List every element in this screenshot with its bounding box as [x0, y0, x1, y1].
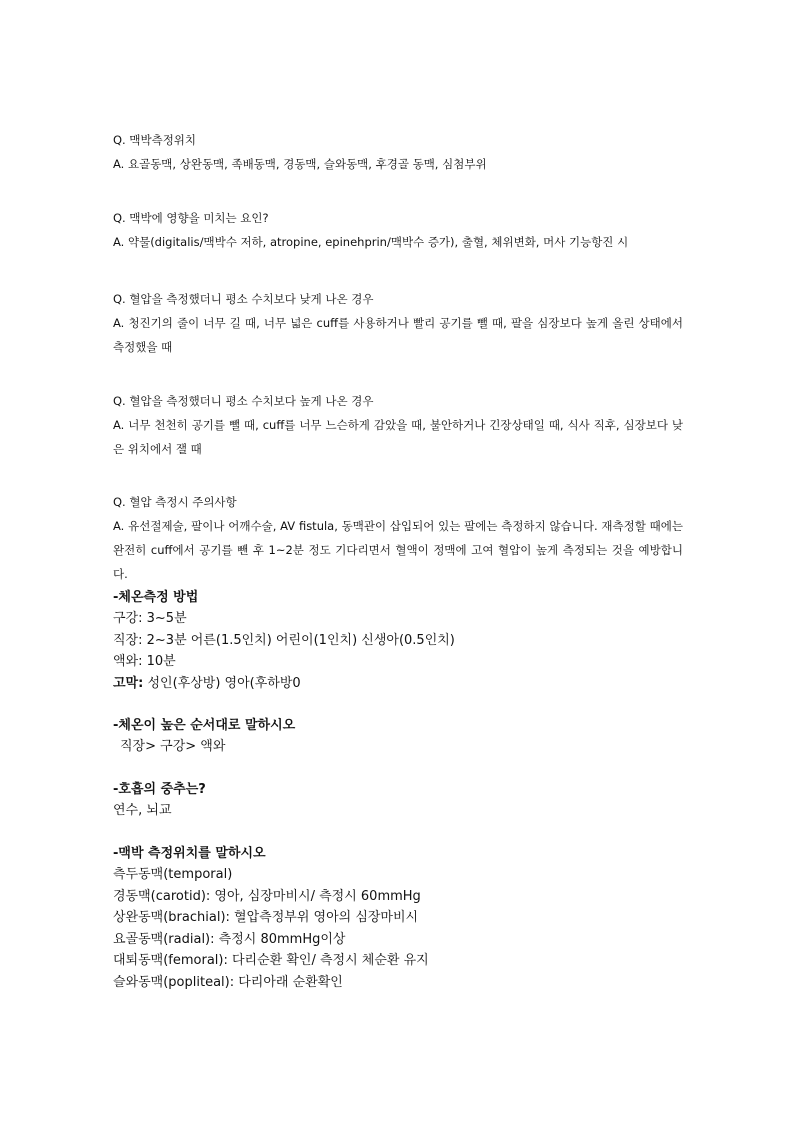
resp-center-section — [113, 779, 683, 822]
qa-item — [113, 287, 683, 359]
question-text: Q. 맥박측정위치 — [113, 133, 197, 147]
answer-text: A. 유선절제술, 팔이나 어깨수술, AV fistula, 동맥관이 삽입되어 있는 팔에는 측정하지 않습니다. 재측정할 때에는 완전히 cuff에서 공기를 뺀 후 1~2분 정도 기다리면서 혈액이 정맥에 고여 혈압이 높게 측정되는 것을 예방합니다. — [113, 519, 683, 581]
question-text: Q. 맥박에 영향을 미치는 요인? — [113, 211, 269, 225]
section-line: 측두동맥(temporal) — [113, 867, 233, 882]
section-title: -호흡의 중추는? — [113, 782, 206, 797]
tympanic-line — [113, 673, 683, 695]
section-answer: 연수, 뇌교 — [113, 803, 172, 818]
section-title: -체온이 높은 순서대로 말하시오 — [113, 718, 296, 733]
section-title: -맥박 측정위치를 말하시오 — [113, 846, 266, 861]
answer-text: A. 약물(digitalis/맥박수 저하, atropine, epinehprin/맥박수 증가), 출혈, 체위변화, 머사 기능항진 시 — [113, 235, 629, 249]
qa-item — [113, 389, 683, 461]
answer-text: A. 너무 천천히 공기를 뺄 때, cuff를 너무 느슨하게 감았을 때, 불안하거나 긴장상태일 때, 식사 직후, 심장보다 낮은 위치에서 잴 때 — [113, 418, 683, 456]
section-title: -체온측정 방법 — [113, 590, 199, 605]
section-line: 구강: 3~5분 — [113, 611, 187, 626]
qa-item — [113, 206, 683, 254]
temp-method-section — [113, 587, 683, 694]
temp-order-section — [113, 715, 683, 758]
section-line: 상완동맥(brachial): 혈압측정부위 영아의 심장마비시 — [113, 910, 419, 925]
tympanic-label: 고막: — [113, 675, 144, 691]
section-line: 요골동맥(radial): 측정시 80mmHg이상 — [113, 931, 346, 947]
question-text: Q. 혈압 측정시 주의사항 — [113, 495, 237, 509]
section-line: 경동맥(carotid): 영아, 심장마비시/ 측정시 60mmHg — [113, 888, 421, 904]
qa-item — [113, 490, 683, 586]
question-text: Q. 혈압을 측정했더니 평소 수치보다 낮게 나온 경우 — [113, 292, 374, 306]
section-line: 대퇴동맥(femoral): 다리순환 확인/ 측정시 체순환 유지 — [113, 953, 429, 968]
section-answer: 직장> 구강> 액와 — [120, 739, 226, 754]
question-text: Q. 혈압을 측정했더니 평소 수치보다 높게 나온 경우 — [113, 394, 374, 408]
answer-text: A. 요골동맥, 상완동맥, 족배동맥, 경동맥, 슬와동맥, 후경골 동맥, 심첨부위 — [113, 157, 487, 171]
section-line: 액와: 10분 — [113, 654, 176, 669]
pulse-sites-section — [113, 843, 683, 993]
answer-text: A. 청진기의 줄이 너무 길 때, 너무 넓은 cuff를 사용하거나 빨리 공기를 뺄 때, 팔을 심장보다 높게 올린 상태에서 측정했을 때 — [113, 316, 683, 354]
section-line: 직장: 2~3분 어른(1.5인치) 어린이(1인치) 신생아(0.5인치) — [113, 632, 455, 648]
section-line: 슬와동맥(popliteal): 다리아래 순환확인 — [113, 974, 343, 990]
tympanic-value: 성인(후상방) 영아(후하방0 — [143, 675, 301, 691]
qa-item — [113, 128, 683, 176]
